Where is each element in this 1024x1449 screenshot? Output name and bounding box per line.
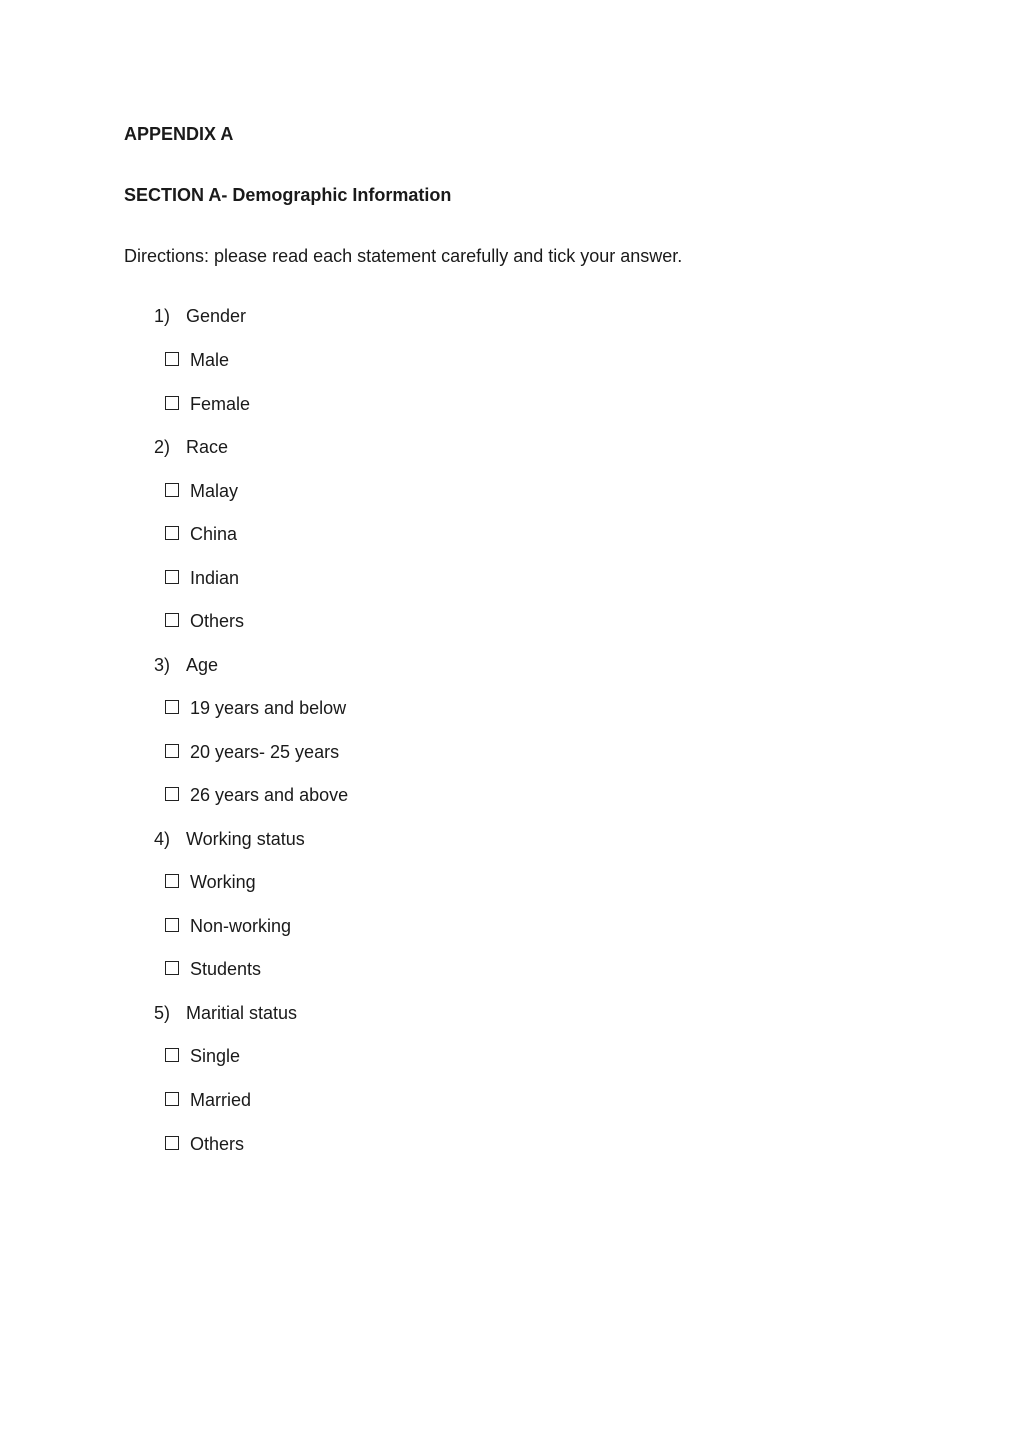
option-label: Married bbox=[190, 1090, 252, 1110]
checkbox[interactable] bbox=[165, 744, 179, 758]
question-gender bbox=[154, 305, 246, 327]
option-male[interactable] bbox=[165, 349, 229, 371]
checkbox[interactable] bbox=[165, 526, 179, 540]
checkbox[interactable] bbox=[165, 396, 179, 410]
question-label: Maritial status bbox=[186, 1003, 298, 1023]
option-single[interactable] bbox=[165, 1045, 240, 1067]
checkbox[interactable] bbox=[165, 1048, 179, 1062]
option-label: 19 years and below bbox=[190, 698, 347, 718]
checkbox[interactable] bbox=[165, 352, 179, 366]
question-marital-status bbox=[154, 1002, 297, 1024]
question-number: 5) bbox=[154, 1003, 171, 1023]
question-age bbox=[154, 654, 218, 676]
checkbox[interactable] bbox=[165, 918, 179, 932]
question-race bbox=[154, 436, 228, 458]
appendix-title: APPENDIX A bbox=[124, 124, 234, 144]
option-label: Working bbox=[190, 872, 256, 892]
option-label: Indian bbox=[190, 568, 240, 588]
option-female[interactable] bbox=[165, 393, 250, 415]
option-married[interactable] bbox=[165, 1089, 251, 1111]
option-label: 20 years- 25 years bbox=[190, 742, 340, 762]
checkbox[interactable] bbox=[165, 483, 179, 497]
option-non-working[interactable] bbox=[165, 915, 291, 937]
checkbox[interactable] bbox=[165, 787, 179, 801]
question-number: 3) bbox=[154, 655, 171, 675]
option-label: Students bbox=[190, 959, 262, 979]
question-label: Race bbox=[186, 437, 229, 457]
question-label: Age bbox=[186, 655, 219, 675]
option-label: Others bbox=[190, 611, 245, 631]
checkbox[interactable] bbox=[165, 874, 179, 888]
option-malay[interactable] bbox=[165, 480, 238, 502]
option-china[interactable] bbox=[165, 523, 237, 545]
checkbox[interactable] bbox=[165, 700, 179, 714]
option-label: Single bbox=[190, 1046, 241, 1066]
question-number: 2) bbox=[154, 437, 171, 457]
option-label: 26 years and above bbox=[190, 785, 349, 805]
question-label: Gender bbox=[186, 306, 247, 326]
option-label: Male bbox=[190, 350, 230, 370]
directions-text: Directions: please read each statement carefully and tick your answer. bbox=[124, 246, 683, 266]
option-label: Non-working bbox=[190, 916, 292, 936]
option-age-26-above[interactable] bbox=[165, 784, 348, 806]
option-indian[interactable] bbox=[165, 567, 239, 589]
checkbox[interactable] bbox=[165, 570, 179, 584]
option-label: China bbox=[190, 524, 238, 544]
option-label: Malay bbox=[190, 481, 239, 501]
question-working-status bbox=[154, 828, 305, 850]
option-label: Female bbox=[190, 394, 251, 414]
question-label: Working status bbox=[186, 829, 305, 849]
option-age-19-below[interactable] bbox=[165, 697, 346, 719]
option-working[interactable] bbox=[165, 871, 256, 893]
option-race-others[interactable] bbox=[165, 610, 244, 632]
option-label: Others bbox=[190, 1134, 245, 1154]
checkbox[interactable] bbox=[165, 1092, 179, 1106]
option-age-20-25[interactable] bbox=[165, 741, 339, 763]
option-students[interactable] bbox=[165, 958, 261, 980]
checkbox[interactable] bbox=[165, 613, 179, 627]
section-title: SECTION A- Demographic Information bbox=[124, 185, 452, 205]
question-number: 4) bbox=[154, 829, 171, 849]
option-marital-others[interactable] bbox=[165, 1133, 244, 1155]
question-number: 1) bbox=[154, 306, 171, 326]
checkbox[interactable] bbox=[165, 961, 179, 975]
checkbox[interactable] bbox=[165, 1136, 179, 1150]
